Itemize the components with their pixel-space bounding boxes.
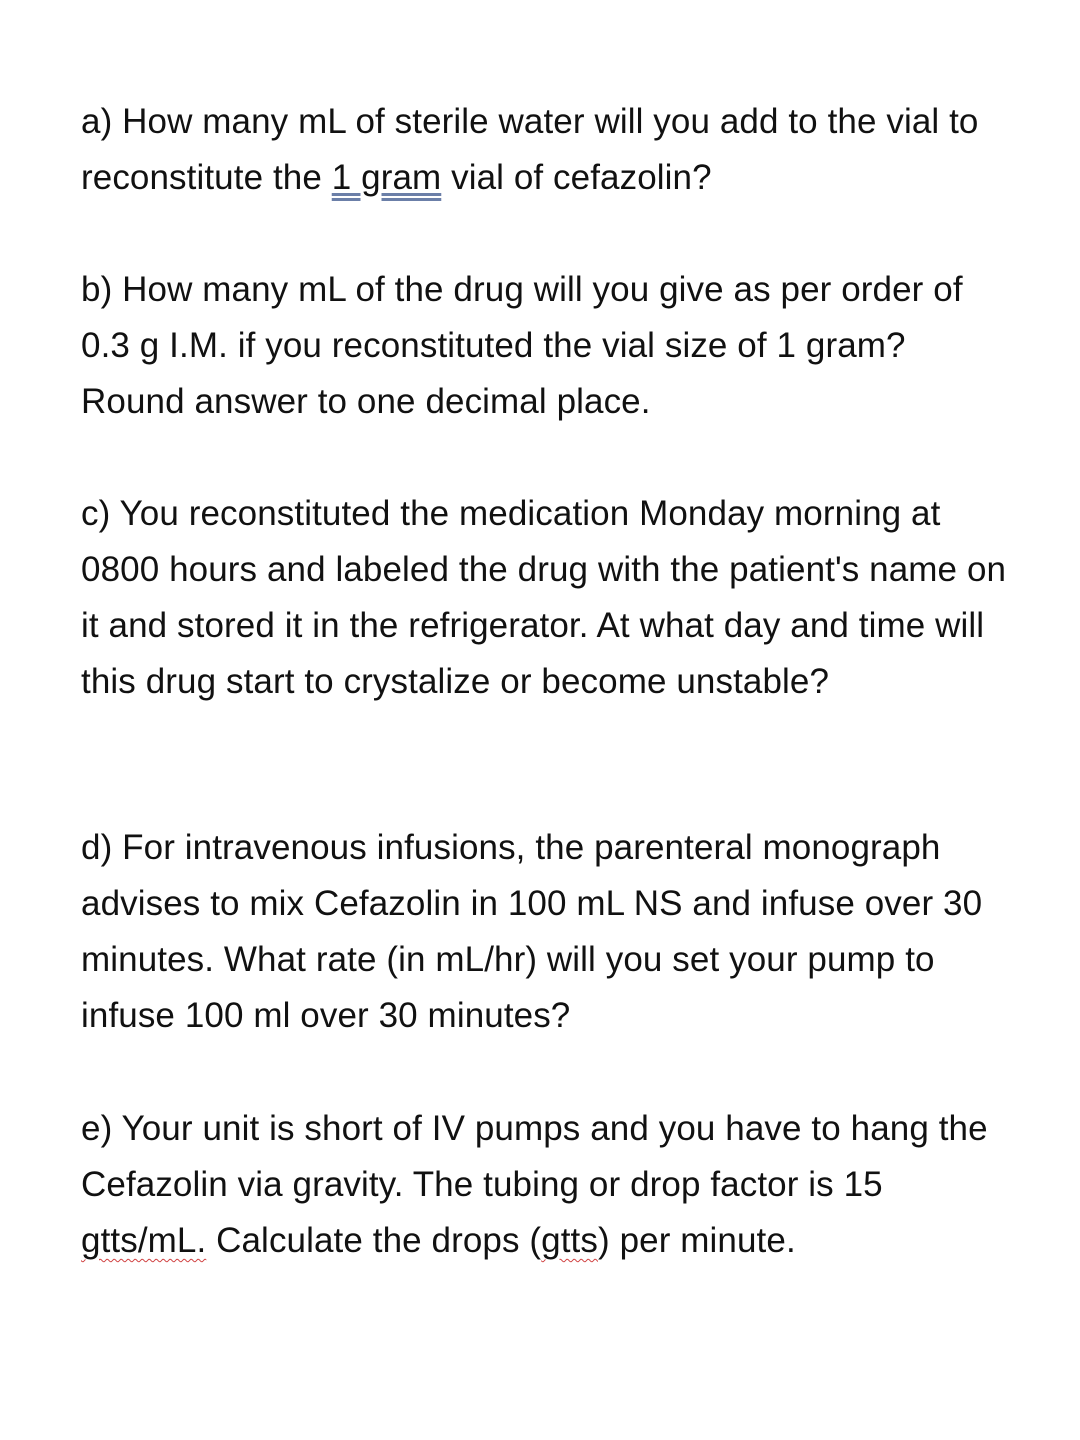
- question-a-text-end: vial of cefazolin?: [441, 158, 712, 197]
- question-e-text-part3: ) per minute.: [598, 1221, 796, 1260]
- question-c: c) You reconstituted the medication Monday morning at 0800 hours and labeled the drug with the patient's name on it and stored it in the refrigerator. At what day and time will this drug start to crystalize or become unstable?: [81, 494, 1007, 701]
- question-a-text-start: a) How many mL of sterile water will you add to the vial to reconstitute the: [81, 102, 979, 197]
- question-e: [81, 1101, 1011, 1269]
- question-a: [81, 94, 1011, 206]
- question-d: d) For intravenous infusions, the parenteral monograph advises to mix Cefazolin in 100 mL NS and infuse over 30 minutes. What rate (in mL/hr) will you set your pump to infuse 100 ml over 30 minutes?: [81, 828, 983, 1035]
- question-e-flagged-word-2: gtts: [541, 1221, 598, 1260]
- question-e-text-part1: e) Your unit is short of IV pumps and you have to hang the Cefazolin via gravity. The tubing or drop factor is 15: [81, 1109, 988, 1204]
- question-e-text-part2: Calculate the drops (: [206, 1221, 542, 1260]
- question-e-flagged-word-1: gtts/mL.: [81, 1221, 207, 1260]
- question-b: b) How many mL of the drug will you give as per order of 0.3 g I.M. if you reconstituted the vial size of 1 gram? Round answer to one decimal place.: [81, 270, 963, 421]
- question-a-underlined-dose: 1 gram: [331, 158, 442, 197]
